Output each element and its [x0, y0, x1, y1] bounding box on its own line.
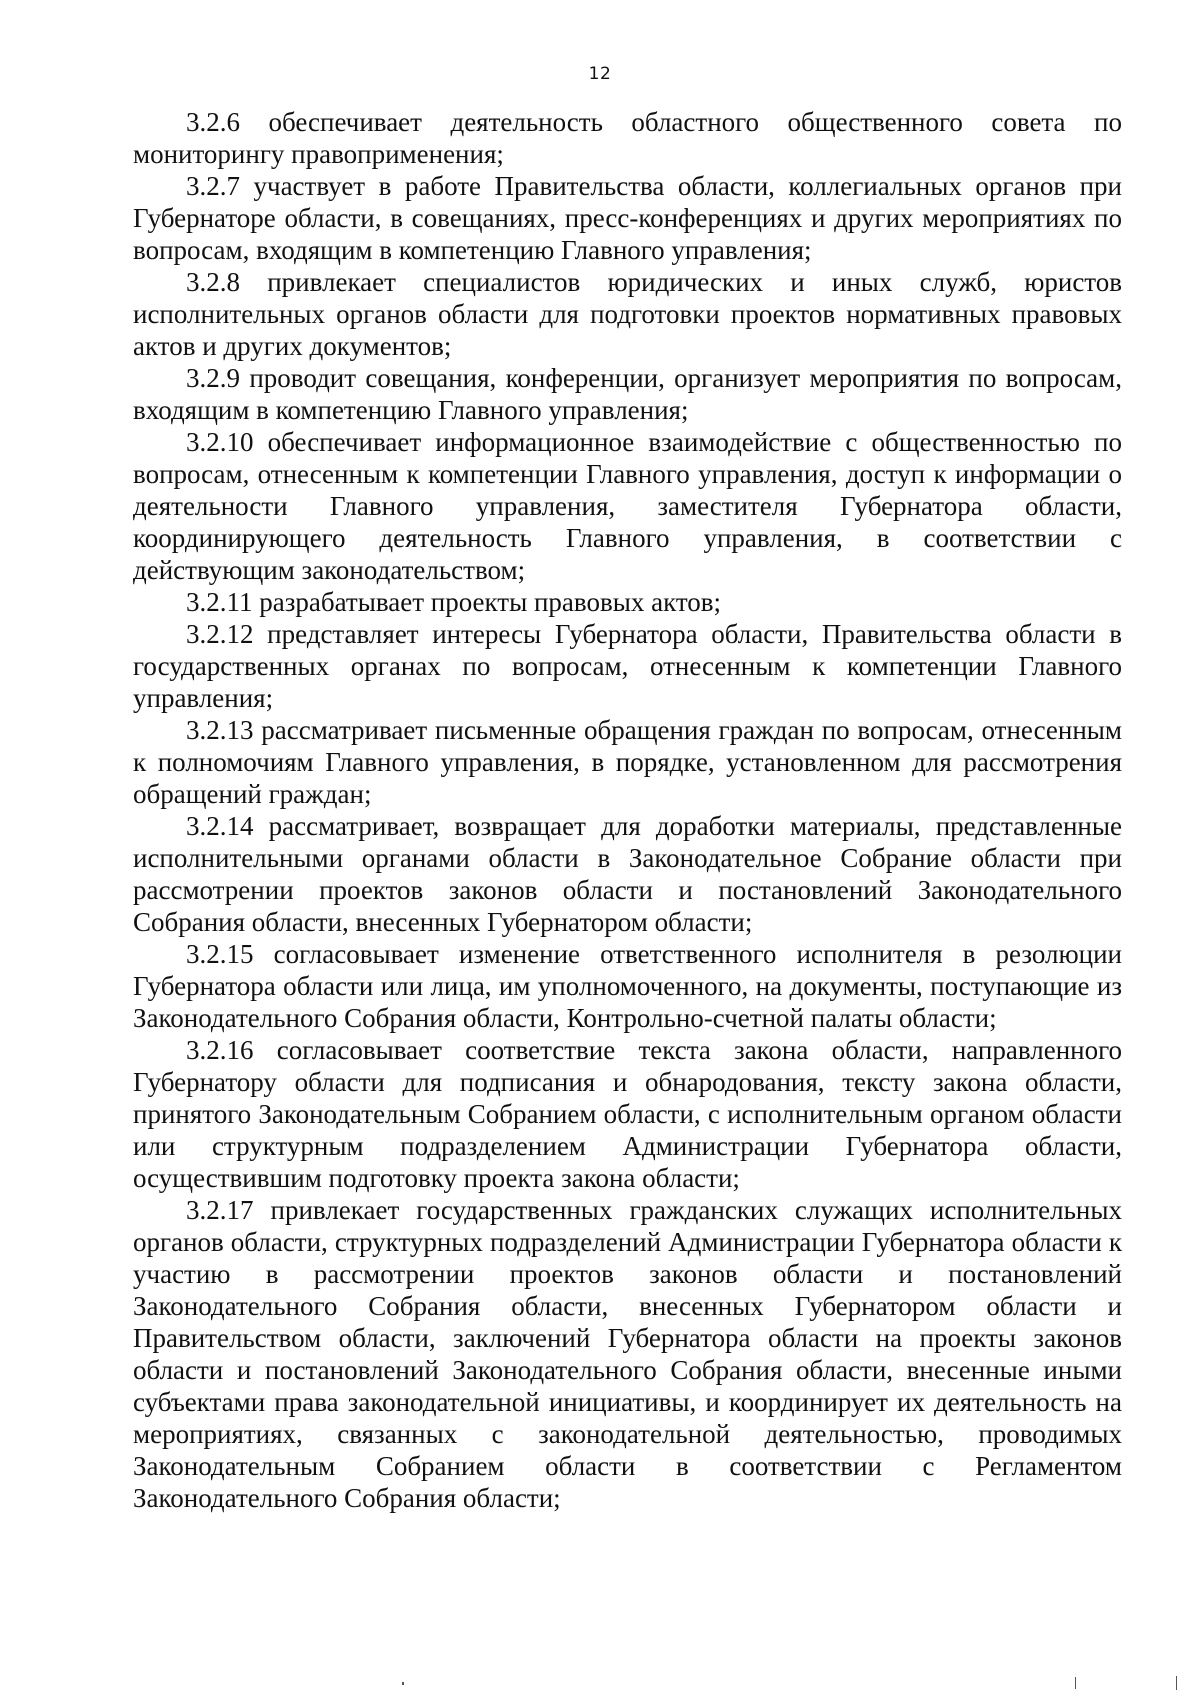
paragraph-3-2-10: 3.2.10 обеспечивает информационное взаимодействие с общественностью по вопросам, отнесенным к компетенции Главного управления, доступ к информации о деятельности Главного управления, заместителя Губернатора области, координирующего деятельность Главного управления, в соответствии с действующим законодательством; — [133, 427, 1122, 585]
paragraph-3-2-7: 3.2.7 участвует в работе Правительства области, коллегиальных органов при Губернаторе области, в совещаниях, пресс-конференциях и других мероприятиях по вопросам, входящим в компетенцию Главного управления; — [133, 171, 1122, 265]
paragraph-3-2-11: 3.2.11 разрабатывает проекты правовых актов; — [186, 587, 722, 617]
paragraph-3-2-15: 3.2.15 согласовывает изменение ответственного исполнителя в резолюции Губернатора области или лица, им уполномоченного, на документы, поступающие из Законодательного Собрания области, Контрольно-счетной палаты области; — [133, 939, 1122, 1033]
document-body — [133, 106, 1122, 1514]
paragraph-3-2-6: 3.2.6 обеспечивает деятельность областного общественного совета по мониторингу правоприменения; — [133, 107, 1122, 169]
paragraph-3-2-12: 3.2.12 представляет интересы Губернатора области, Правительства области в государственных органах по вопросам, отнесенным к компетенции Главного управления; — [133, 619, 1122, 713]
paragraph-3-2-16: 3.2.16 согласовывает соответствие текста закона области, направленного Губернатору области для подписания и обнародования, тексту закона области, принятого Законодательным Собранием области, с исполнительным органом области или структурным подразделением Администрации Губернатора области, осуществившим подготовку проекта закона области; — [133, 1035, 1122, 1193]
scan-mark-right-edge — [1176, 1676, 1177, 1690]
paragraph-3-2-13: 3.2.13 рассматривает письменные обращения граждан по вопросам, отнесенным к полномочиям Главного управления, в порядке, установленном для рассмотрения обращений граждан; — [133, 715, 1122, 809]
paragraph-3-2-14: 3.2.14 рассматривает, возвращает для доработки материалы, представленные исполнительными органами области в Законодательное Собрание области при рассмотрении проектов законов области и постановлений Законодательного Собрания области, внесенных Губернатором области; — [133, 811, 1122, 937]
scan-mark-dot — [402, 1682, 404, 1685]
paragraph-3-2-8: 3.2.8 привлекает специалистов юридических и иных служб, юристов исполнительных органов области для подготовки проектов нормативных правовых актов и других документов; — [133, 267, 1122, 361]
page-number: 12 — [588, 64, 612, 84]
scan-mark-right — [1075, 1677, 1076, 1689]
paragraph-3-2-9: 3.2.9 проводит совещания, конференции, организует мероприятия по вопросам, входящим в компетенцию Главного управления; — [133, 363, 1122, 425]
paragraph-3-2-17: 3.2.17 привлекает государственных гражданских служащих исполнительных органов области, структурных подразделений Администрации Губернатора области к участию в рассмотрении проектов законов области и постановлений Законодательного Собрания области, внесенных Губернатором области и Правительством области, заключений Губернатора области на проекты законов области и постановлений Законодательного Собрания области, внесенные иными субъектами права законодательной инициативы, и координирует их деятельность на мероприятиях, связанных с законодательной деятельностью, проводимых Законодательным Собранием области в соответствии с Регламентом Законодательного Собрания области; — [133, 1195, 1122, 1513]
